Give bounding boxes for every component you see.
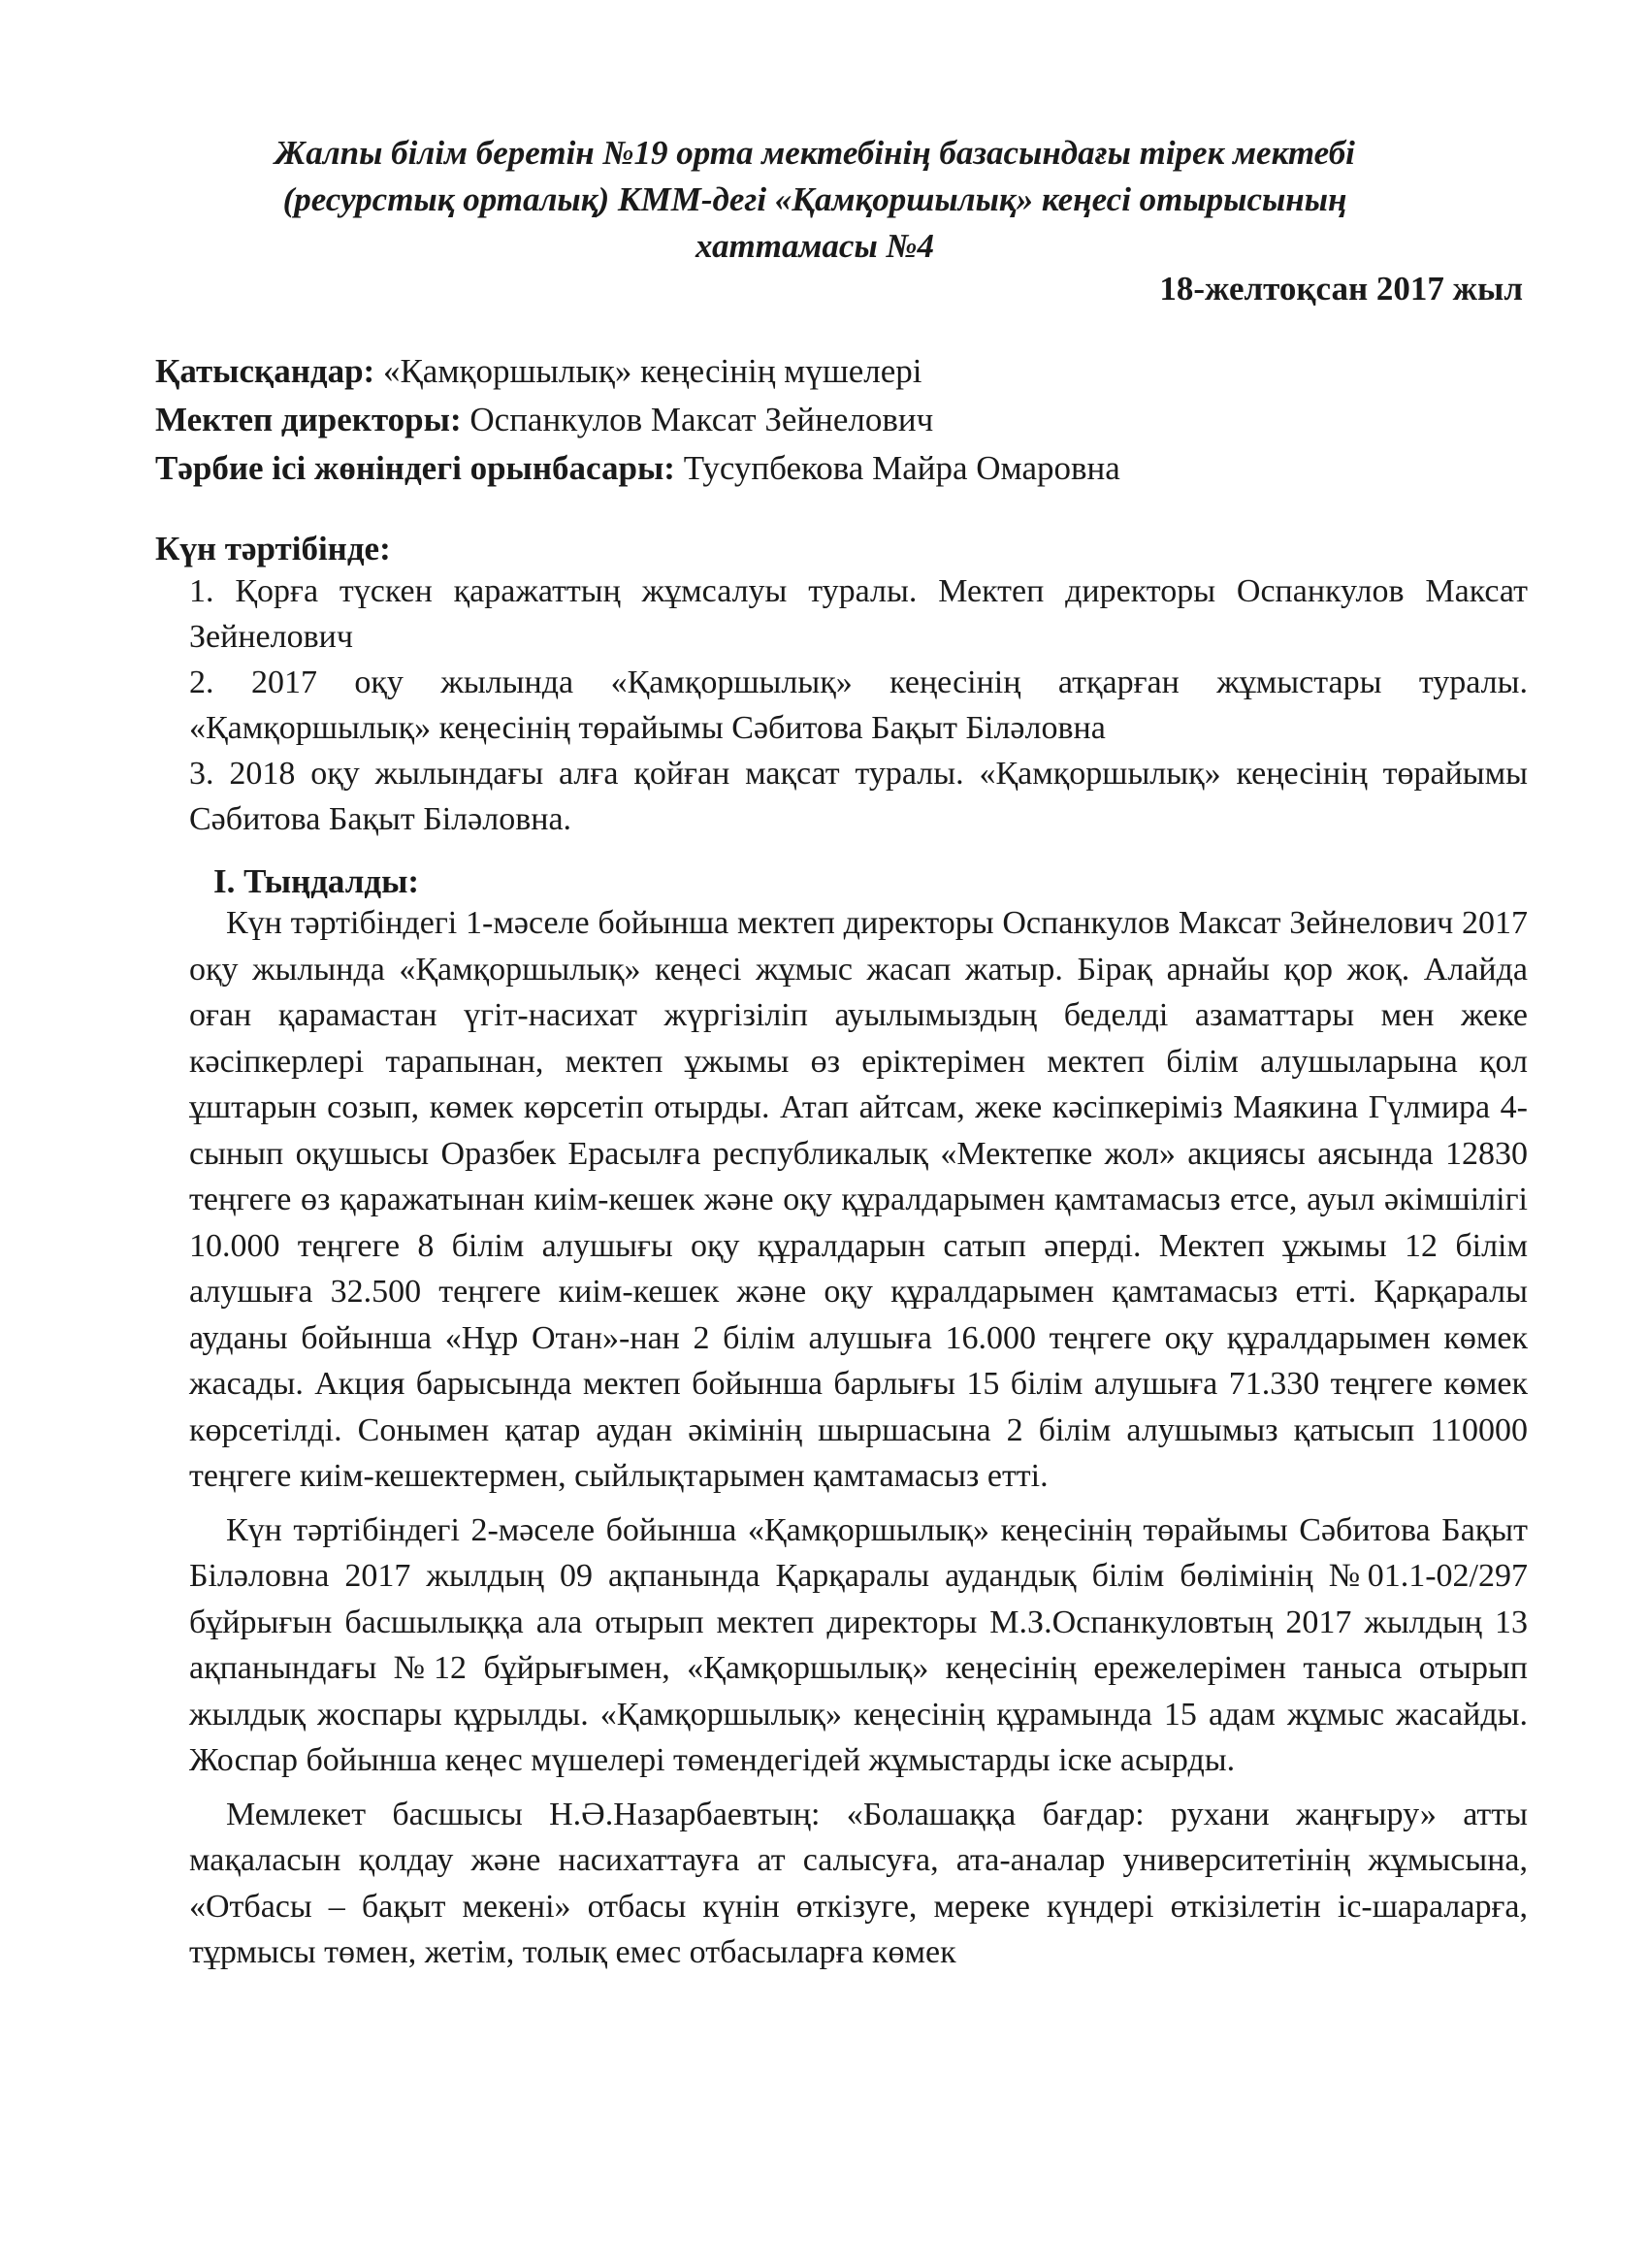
director-row (155, 396, 1513, 444)
agenda-list (189, 568, 1528, 842)
body-text (189, 900, 1528, 1984)
body-paragraph: Күн тәртібіндегі 2-мәселе бойынша «Қамқоршылық» кеңесінің төрайымы Сәбитова Бақыт Біләловна 2017 жылдың 09 ақпанында Қарқаралы аудандық білім бөлімінің №01.1-02/297 бұйрығын басшылыққа ала отырып мектеп директоры М.З.Оспанкуловтың 2017 жылдың 13 ақпанындағы №12 бұйрығымен, «Қамқоршылық» кеңесінің ережелерімен таныса отырып жылдық жоспары құрылды. «Қамқоршылық» кеңесінің құрамында 15 адам жұмыс жасайды. Жоспар бойынша кеңес мүшелері төмендегідей жұмыстарды іске асырды. (189, 1511, 1528, 1778)
document-date: 18-желтоқсан 2017 жыл (1159, 270, 1523, 308)
director-label: Мектеп директоры: (155, 401, 462, 438)
deputy-row (155, 444, 1513, 493)
body-paragraph: Мемлекет басшысы Н.Ә.Назарбаевтың: «Болашаққа бағдар: рухани жаңғыру» атты мақаласын қолдау және насихаттауға ат салысуға, ата-аналар университетінің жұмысына, «Отбасы – бақыт мекені» отбасы күнін өткізуге, мереке күндері өткізілетін іс-шараларға, тұрмысы төмен, жетім, толық емес отбасыларға көмек (189, 1796, 1528, 1970)
body-paragraph: Күн тәртібіндегі 1-мәселе бойынша мектеп директоры Оспанкулов Максат Зейнелович 2017 оқу жылында «Қамқоршылық» кеңесі жұмыс жасап жатыр. Бірақ арнайы қор жоқ. Алайда оған қарамастан үгіт-насихат жүргізіліп ауылымыздың беделді азаматтары мен жеке кәсіпкерлері тарапынан, мектеп ұжымы өз еріктерімен мектеп білім алушыларына қол ұштарын созып, көмек көрсетіп отырды. Атап айтсам, жеке кәсіпкеріміз Маякина Гүлмира 4-сынып оқушысы Оразбек Ерасылға республикалық «Мектепке жол» акциясы аясында 12830 теңгеге өз қаражатынан киім-кешек және оқу құралдарымен қамтамасыз етсе, ауыл әкімшілігі 10.000 теңгеге 8 білім алушығы оқу құралдарын сатып әперді. Мектеп ұжымы 12 білім алушыға 32.500 теңгеге киім-кешек және оқу құралдарымен қамтамасыз етті. Қарқаралы ауданы бойынша «Нұр Отан»-нан 2 білім алушыға 16.000 теңгеге оқу құралдарымен көмек жасады. Акция барысында мектеп бойынша барлығы 15 білім алушыға 71.330 теңгеге көмек көрсетілді. Сонымен қатар аудан әкімінің шыршасына 2 білім алушымыз қатысып 110000 теңгеге киім-кешектермен, сыйлықтарымен қамтамасыз етті. (189, 905, 1528, 1494)
title-line-3: хаттамасы №4 (695, 227, 935, 265)
section-heading: I. Тыңдалды: (213, 862, 420, 900)
agenda-item: 2. 2017 оқу жылында «Қамқоршылық» кеңесінің атқарған жұмыстары туралы. «Қамқоршылық» кеңесінің төрайымы Сәбитова Бақыт Біләловна (189, 664, 1528, 746)
participants-label: Қатысқандар: (155, 352, 375, 390)
participants-row (155, 347, 1513, 396)
title-line-1: Жалпы білім беретін №19 орта мектебінің базасындағы тірек мектебі (275, 134, 1355, 172)
director-value: Оспанкулов Максат Зейнелович (461, 401, 934, 438)
deputy-value: Тусупбекова Майра Омаровна (674, 449, 1120, 487)
agenda-heading: Күн тәртібінде: (155, 530, 391, 567)
agenda-item: 1. Қорға түскен қаражаттың жұмсалуы туралы. Мектеп директоры Оспанкулов Максат Зейнелович (189, 573, 1528, 655)
title-line-2: (ресурстық орталық) КММ-дегі «Қамқоршылық» кеңесі отырысының (282, 180, 1347, 218)
deputy-label: Тәрбие ісі жөніндегі орынбасары: (155, 449, 675, 487)
participants-value: «Қамқоршылық» кеңесінің мүшелері (374, 352, 922, 390)
participants-block (155, 347, 1513, 493)
agenda-item: 3. 2018 оқу жылындағы алға қойған мақсат туралы. «Қамқоршылық» кеңесінің төрайымы Сәбитова Бақыт Біләловна. (189, 756, 1528, 837)
document-title (194, 130, 1436, 270)
